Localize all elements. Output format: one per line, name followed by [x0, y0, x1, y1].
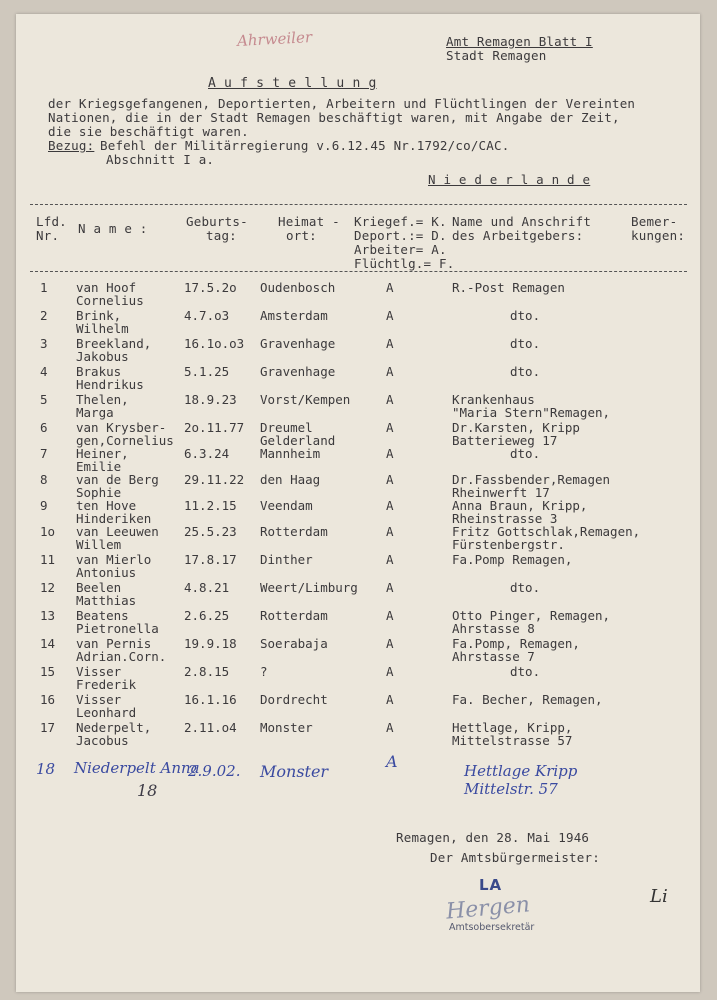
row-home-town: ?	[260, 664, 268, 679]
signatory-role: Der Amtsbürgermeister:	[430, 850, 600, 865]
row-number: 8	[40, 472, 48, 487]
row-category: A	[386, 498, 394, 513]
signature: Hergen	[445, 892, 531, 925]
col-home-2: ort:	[286, 228, 317, 243]
row-number: 4	[40, 364, 48, 379]
office-line-2: Stadt Remagen	[446, 48, 547, 63]
row-employer: Ahrstasse 8	[452, 621, 535, 636]
row-category: A	[386, 552, 394, 567]
row-home-town: Gravenhage	[260, 364, 336, 379]
row-home-town: Rotterdam	[260, 608, 328, 623]
row-number: 7	[40, 446, 48, 461]
col-name: N a m e :	[78, 221, 148, 236]
row-employer: dto.	[510, 364, 541, 379]
row-number: 14	[40, 636, 56, 651]
row-name: van Hoof	[76, 280, 137, 295]
col-birth-1: Geburts-	[186, 214, 248, 229]
row-name: Hendrikus	[76, 377, 144, 392]
row-employer: Batterieweg 17	[452, 433, 558, 448]
row-number: 6	[40, 420, 48, 435]
col-remarks-1: Bemer-	[631, 214, 678, 229]
row-number: 1	[40, 280, 48, 295]
initial-mark: Li	[650, 886, 668, 907]
row-employer: Hettlage, Kripp,	[452, 720, 573, 735]
row-category: A	[386, 446, 394, 461]
row-home-town: Amsterdam	[260, 308, 328, 323]
table-row	[16, 581, 700, 611]
col-category-4: Flüchtlg.= F.	[354, 256, 455, 271]
row-number: 16	[40, 692, 56, 707]
row-name: Beatens	[76, 608, 129, 623]
table-row	[16, 553, 700, 583]
pencil-note: Ahrweiler	[236, 28, 313, 50]
hw-row-birth: 2.9.02.	[188, 762, 241, 780]
row-home-town: den Haag	[260, 472, 321, 487]
row-home-town: Gelderland	[260, 433, 336, 448]
header-rule-bottom	[30, 271, 687, 272]
hw-row-employer-1: Hettlage Kripp	[464, 762, 578, 780]
row-employer: Anna Braun, Kripp,	[452, 498, 588, 513]
row-number: 2	[40, 308, 48, 323]
hw-row-cat: A	[386, 752, 398, 771]
col-birth-2: tag:	[206, 228, 237, 243]
row-employer: Fürstenbergstr.	[452, 537, 565, 552]
row-name: Pietronella	[76, 621, 159, 636]
row-category: A	[386, 608, 394, 623]
row-name: Marga	[76, 405, 114, 420]
row-employer: dto.	[510, 446, 541, 461]
row-birth-date: 19.9.18	[184, 636, 237, 651]
row-name: van de Berg	[76, 472, 159, 487]
row-home-town: Gravenhage	[260, 336, 336, 351]
row-name: Matthias	[76, 593, 137, 608]
col-nr-1: Lfd.	[36, 214, 67, 229]
row-name: van Mierlo	[76, 552, 152, 567]
row-home-town: Veendam	[260, 498, 313, 513]
header-rule-top	[30, 204, 687, 205]
row-birth-date: 17.8.17	[184, 552, 237, 567]
row-name: Beelen	[76, 580, 122, 595]
place-date: Remagen, den 28. Mai 1946	[396, 830, 590, 845]
row-birth-date: 4.8.21	[184, 580, 230, 595]
row-home-town: Monster	[260, 720, 313, 735]
row-name: van Leeuwen	[76, 524, 159, 539]
row-number: 12	[40, 580, 56, 595]
table-row	[16, 365, 700, 395]
intro-line-3: die sie beschäftigt waren.	[48, 124, 249, 139]
row-category: A	[386, 308, 394, 323]
row-name: van Krysber-	[76, 420, 167, 435]
row-home-town: Weert/Limburg	[260, 580, 358, 595]
row-birth-date: 29.11.22	[184, 472, 245, 487]
row-home-town: Dinther	[260, 552, 313, 567]
row-name: Jakobus	[76, 349, 129, 364]
row-name: Adrian.Corn.	[76, 649, 167, 664]
row-employer: dto.	[510, 664, 541, 679]
row-category: A	[386, 580, 394, 595]
row-number: 17	[40, 720, 56, 735]
row-number: 1o	[40, 524, 56, 539]
col-category-2: Deport.:= D.	[354, 228, 447, 243]
country-heading: N i e d e r l a n d e	[428, 172, 591, 187]
row-name: Breekland,	[76, 336, 152, 351]
row-number: 11	[40, 552, 56, 567]
reference-section: Abschnitt I a.	[106, 152, 215, 167]
row-category: A	[386, 472, 394, 487]
row-category: A	[386, 524, 394, 539]
col-employer-2: des Arbeitgebers:	[452, 228, 584, 243]
row-category: A	[386, 280, 394, 295]
row-category: A	[386, 420, 394, 435]
row-name: van Pernis	[76, 636, 152, 651]
row-home-town: Oudenbosch	[260, 280, 336, 295]
intro-line-2: Nationen, die in der Stadt Remagen beschäftigt waren, mit Angabe der Zeit,	[48, 110, 620, 125]
signatory-position: Amtsobersekretär	[449, 922, 535, 933]
reference-label: Bezug:	[48, 138, 95, 153]
row-name: Nederpelt,	[76, 720, 152, 735]
row-category: A	[386, 664, 394, 679]
row-birth-date: 2.6.25	[184, 608, 230, 623]
hw-row-home: Monster	[260, 762, 329, 781]
row-birth-date: 11.2.15	[184, 498, 237, 513]
row-birth-date: 18.9.23	[184, 392, 237, 407]
row-category: A	[386, 364, 394, 379]
intro-line-1: der Kriegsgefangenen, Deportierten, Arbeitern und Flüchtlingen der Vereinten	[48, 96, 636, 111]
table-row	[16, 525, 700, 555]
row-employer: Otto Pinger, Remagen,	[452, 608, 611, 623]
row-employer: dto.	[510, 580, 541, 595]
row-birth-date: 25.5.23	[184, 524, 237, 539]
table-row	[16, 665, 700, 695]
row-name: Brakus	[76, 364, 122, 379]
row-name: Willem	[76, 537, 122, 552]
col-nr-2: Nr.	[36, 228, 60, 243]
row-name: Frederik	[76, 677, 137, 692]
col-remarks-2: kungen:	[631, 228, 686, 243]
row-employer: dto.	[510, 308, 541, 323]
row-employer: Mittelstrasse 57	[452, 733, 573, 748]
row-employer: Rheinwerft 17	[452, 485, 550, 500]
col-home-1: Heimat -	[278, 214, 340, 229]
row-category: A	[386, 336, 394, 351]
row-name: Visser	[76, 692, 122, 707]
table-row	[16, 693, 700, 723]
row-name: Hinderiken	[76, 511, 152, 526]
row-name: Emilie	[76, 459, 122, 474]
row-home-town: Dordrecht	[260, 692, 328, 707]
row-home-town: Vorst/Kempen	[260, 392, 351, 407]
row-employer: Rheinstrasse 3	[452, 511, 558, 526]
row-employer: Ahrstasse 7	[452, 649, 535, 664]
row-number: 5	[40, 392, 48, 407]
hw-row-nr: 18	[36, 760, 56, 778]
table-row	[16, 337, 700, 367]
row-number: 3	[40, 336, 48, 351]
row-employer: Fa. Becher, Remagen,	[452, 692, 603, 707]
stamp-initials: LA	[479, 876, 503, 894]
row-name: gen,Cornelius	[76, 433, 174, 448]
row-name: Wilhelm	[76, 321, 129, 336]
table-row	[16, 637, 700, 667]
hw-row-name: Niederpelt Anna	[74, 759, 200, 777]
row-number: 15	[40, 664, 56, 679]
row-home-town: Dreumel	[260, 420, 313, 435]
row-employer: Dr.Fassbender,Remagen	[452, 472, 611, 487]
row-employer: Krankenhaus	[452, 392, 535, 407]
row-name: Jacobus	[76, 733, 129, 748]
office-line-1: Amt Remagen Blatt I	[446, 34, 593, 49]
row-birth-date: 2.11.o4	[184, 720, 237, 735]
hw-row-mark: 18	[137, 781, 158, 800]
reference-text: Befehl der Militärregierung v.6.12.45 Nr.1792/co/CAC.	[100, 138, 510, 153]
table-row	[16, 721, 700, 751]
row-number: 9	[40, 498, 48, 513]
row-name: Sophie	[76, 485, 122, 500]
row-home-town: Mannheim	[260, 446, 321, 461]
row-number: 13	[40, 608, 56, 623]
row-employer: Fa.Pomp Remagen,	[452, 552, 573, 567]
row-name: Visser	[76, 664, 122, 679]
row-employer: Dr.Karsten, Kripp	[452, 420, 580, 435]
row-birth-date: 2.8.15	[184, 664, 230, 679]
row-home-town: Rotterdam	[260, 524, 328, 539]
row-birth-date: 17.5.2o	[184, 280, 237, 295]
row-birth-date: 16.1.16	[184, 692, 237, 707]
row-name: Heiner,	[76, 446, 129, 461]
document-sheet	[16, 14, 700, 992]
row-home-town: Soerabaja	[260, 636, 328, 651]
table-row	[16, 309, 700, 339]
row-name: Leonhard	[76, 705, 137, 720]
row-category: A	[386, 392, 394, 407]
row-employer: Fa.Pomp, Remagen,	[452, 636, 580, 651]
row-birth-date: 6.3.24	[184, 446, 230, 461]
table-row	[16, 393, 700, 423]
row-name: Thelen,	[76, 392, 129, 407]
row-name: Brink,	[76, 308, 122, 323]
row-name: Cornelius	[76, 293, 144, 308]
row-name: ten Hove	[76, 498, 137, 513]
document-title: A u f s t e l l u n g	[208, 76, 377, 91]
table-row	[16, 281, 700, 311]
row-employer: dto.	[510, 336, 541, 351]
col-category-1: Kriegef.= K.	[354, 214, 447, 229]
col-employer-1: Name und Anschrift	[452, 214, 592, 229]
row-birth-date: 5.1.25	[184, 364, 230, 379]
row-birth-date: 4.7.o3	[184, 308, 230, 323]
row-employer: "Maria Stern"Remagen,	[452, 405, 611, 420]
row-category: A	[386, 720, 394, 735]
table-row	[16, 609, 700, 639]
row-name: Antonius	[76, 565, 137, 580]
row-employer: R.-Post Remagen	[452, 280, 565, 295]
row-birth-date: 16.1o.o3	[184, 336, 245, 351]
row-birth-date: 2o.11.77	[184, 420, 245, 435]
row-category: A	[386, 692, 394, 707]
hw-row-employer-2: Mittelstr. 57	[464, 780, 558, 798]
col-category-3: Arbeiter= A.	[354, 242, 447, 257]
row-employer: Fritz Gottschlak,Remagen,	[452, 524, 641, 539]
row-category: A	[386, 636, 394, 651]
